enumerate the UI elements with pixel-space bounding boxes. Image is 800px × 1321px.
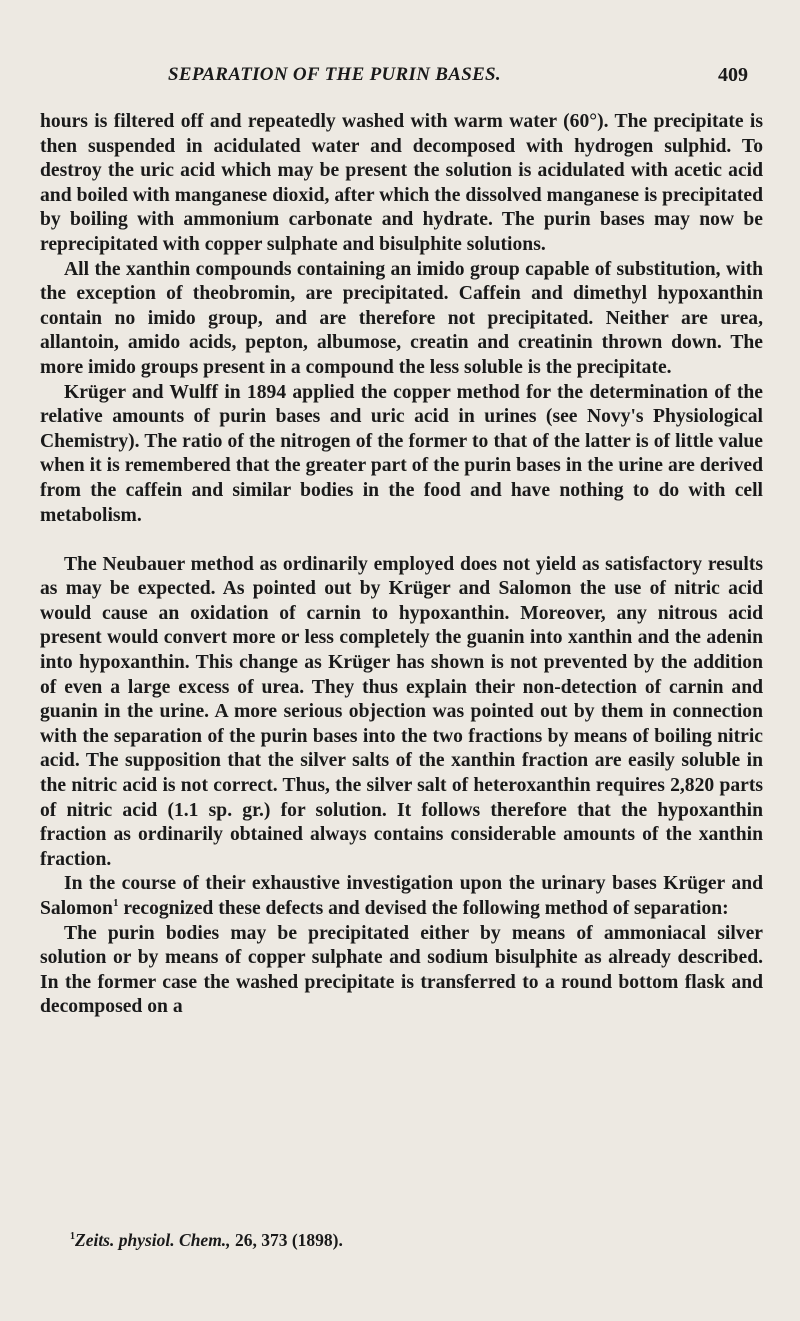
running-head bbox=[148, 64, 748, 94]
footnote-reference: 1 bbox=[112, 897, 119, 909]
paragraph-neubauer-method: The Neubauer method as ordinarily employed does not yield as satisfactory results as may be expected. As pointed out by Krüger and Salomon the use of nitric acid would cause an oxidation of carnin to hypoxanthin. Moreover, any nitrous acid present would convert more or less completely the guanin into xanthin and the adenin into hypoxanthin. This change as Krüger has shown is not prevented by the addition of even a large excess of urea. They thus explain their non-detection of carnin and guanin in the urine. A more serious objection was pointed out by them in connection with the separation of the purin bases into the two fractions by means of boiling nitric acid. The supposition that the silver salts of the xanthin fraction are easily soluble in the nitric acid is not correct. Thus, the silver salt of heteroxanthin requires 2,820 parts of nitric acid (1.1 sp. gr.) for solution. It follows therefore that the hypoxanthin fraction as ordinarily obtained always contains considerable amounts of the xanthin fraction. bbox=[40, 553, 763, 870]
paragraph-continued: hours is filtered off and repeatedly washed with warm water (60°). The precipitate is then suspended in acidulated water and decomposed with hydrogen sulphid. To destroy the uric acid which may be present the solution is acidulated with acetic acid and boiled with manganese dioxid, after which the dissolved manganese is precipitated by boiling with ammonium carbonate and hydrate. The purin bases may now be reprecipitated with copper sulphate and bisulphite solutions. bbox=[40, 111, 763, 255]
page-number: 409 bbox=[718, 64, 748, 86]
footnote-journal: Zeits. physiol. Chem., bbox=[75, 1230, 231, 1250]
paragraph-kruger-salomon bbox=[40, 872, 763, 921]
footnote-marker: 1 bbox=[70, 1231, 75, 1242]
running-title: SEPARATION OF THE PURIN BASES. bbox=[168, 64, 501, 85]
paragraph-purin-precipitation: The purin bodies may be precipitated either by means of ammoniacal silver solution or by means of copper sulphate and sodium bisulphite as already described. In the former case the washed precipitate is transferred to a round bottom flask and decomposed on a bbox=[40, 922, 763, 1018]
footnote bbox=[70, 1226, 343, 1251]
paragraph-text-end: recognized these defects and devised the following method of separation: bbox=[118, 898, 729, 919]
footnote-citation: 26, 373 (1898). bbox=[230, 1230, 343, 1250]
paragraph-gap bbox=[40, 528, 763, 553]
paragraph-text-start: In the course of their exhaustive investigation upon the urinary bases Krüger and Salomon bbox=[40, 873, 763, 919]
body-text bbox=[40, 110, 763, 1020]
paragraph-xanthin-compounds: All the xanthin compounds containing an imido group capable of substitution, with the exception of theobromin, are precipitated. Caffein and dimethyl hypoxanthin contain no imido group, and are therefore not precipitated. Neither are urea, allantoin, amido acids, pepton, albumose, creatin and creatinin thrown down. The more imido groups present in a compound the less soluble is the precipitate. bbox=[40, 258, 763, 378]
paragraph-kruger-wulff: Krüger and Wulff in 1894 applied the copper method for the determination of the relative amounts of purin bases and uric acid in urines (see Novy's Physiological Chemistry). The ratio of the nitrogen of the former to that of the latter is of little value when it is remembered that the greater part of the purin bases in the urine are derived from the caffein and similar bodies in the food and have nothing to do with cell metabolism. bbox=[40, 381, 763, 526]
